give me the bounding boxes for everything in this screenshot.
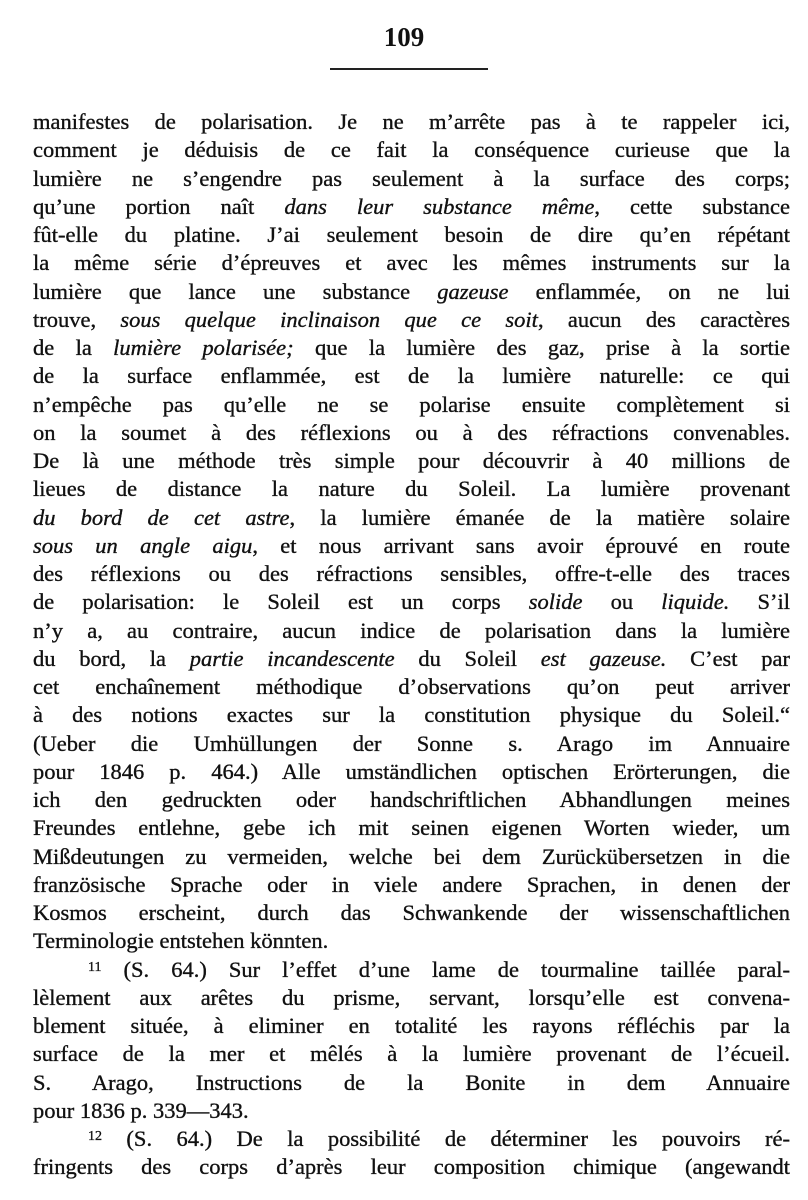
italic-text: solide — [528, 589, 583, 615]
text-segment: fût-elle du platine. J’ai seulement besoin de dire qu’en répétant — [33, 222, 790, 247]
text-line — [33, 758, 790, 786]
text-line — [33, 871, 790, 899]
italic-text: sous quelque inclinaison que ce soit — [120, 306, 538, 332]
text-line — [33, 475, 790, 503]
text-line — [33, 1069, 790, 1097]
text-line — [33, 956, 790, 984]
text-line — [33, 306, 790, 334]
text-segment: manifestes de polarisation. Je ne m’arrête pas à te rappeler ici, — [33, 109, 790, 134]
text-line — [33, 504, 790, 532]
text-line — [33, 362, 790, 390]
text-line — [33, 221, 790, 249]
text-segment: (S. 64.) De la possibilité de déterminer les pouvoirs ré- — [102, 1126, 790, 1151]
text-line — [33, 730, 790, 758]
text-segment: à des notions exactes sur la constitution physique du Soleil.“ — [33, 702, 790, 728]
text-segment: Kosmos erscheint, durch das Schwankende der wissenschaftlichen — [33, 900, 790, 925]
text-segment: blement située, à eliminer en totalité les rayons réfléchis par la — [33, 1013, 790, 1038]
text-line — [33, 843, 790, 871]
text-segment: trouve, — [33, 306, 121, 332]
text-segment: (Ueber die Umhüllungen der Sonne s. Arago im Annuaire — [33, 730, 790, 756]
text-line — [33, 391, 790, 419]
text-segment: enflammée, on ne lui — [508, 278, 790, 304]
text-segment: ich den gedruckten oder handschriftlichen Abhandlungen meines — [33, 787, 790, 812]
italic-text: lumière polarisée; — [113, 335, 294, 360]
text-segment: französische Sprache oder in viele andere Sprachen, in denen der — [33, 871, 790, 897]
text-line — [33, 588, 790, 616]
text-segment: S’il — [729, 589, 790, 615]
text-segment: on la soumet à des réflexions ou à des réfractions convenables. — [33, 419, 790, 445]
italic-text: du bord de cet astre — [33, 504, 290, 530]
text-segment: lumière que lance une substance — [33, 278, 438, 304]
text-line — [33, 984, 790, 1012]
text-line — [33, 617, 790, 645]
text-segment: du Soleil — [394, 645, 541, 671]
text-segment: , cette substance — [594, 193, 790, 219]
text-segment: de la — [33, 335, 114, 360]
text-line — [33, 701, 790, 729]
italic-text: gazeuse — [437, 278, 509, 304]
text-line — [33, 1097, 790, 1125]
text-segment: du bord, la — [33, 645, 190, 671]
text-segment: S. Arago, Instructions de la Bonite in dem Annuaire — [33, 1069, 790, 1095]
text-segment: lumière ne s’engendre pas seulement à la surface des corps; — [33, 165, 790, 191]
text-segment: ou — [582, 589, 662, 615]
text-line — [33, 532, 790, 560]
italic-text: partie incandescente — [189, 645, 395, 671]
text-segment: Mißdeutungen zu vermeiden, welche bei dem Zurückübersetzen in die — [33, 843, 790, 869]
text-segment: la même série d’épreuves et avec les mêmes instruments sur la — [33, 250, 790, 276]
italic-text: sous un angle aigu — [33, 532, 253, 558]
italic-text: liquide. — [661, 589, 730, 615]
text-line — [33, 136, 790, 164]
text-segment: surface de la mer et mêlés à la lumière provenant de l’écueil. — [33, 1041, 790, 1067]
text-segment: qu’une portion naît — [33, 193, 285, 219]
text-segment: pour 1836 p. 339—343. — [33, 1097, 249, 1123]
italic-text: est gazeuse. — [540, 645, 667, 671]
text-line — [33, 278, 790, 306]
text-segment: lieues de distance la nature du Soleil. La lumière provenant — [33, 476, 790, 502]
text-segment: , aucun des caractères — [537, 306, 790, 332]
page-number: 109 — [383, 22, 425, 52]
text-line — [33, 1125, 790, 1153]
header-rule — [330, 68, 488, 70]
text-line — [33, 1153, 790, 1181]
text-segment: fringents des corps d’après leur composition chimique (angewandt — [33, 1154, 790, 1180]
text-segment: Freundes entlehne, gebe ich mit seinen eigenen Worten wieder, um — [33, 815, 790, 841]
text-segment: C’est par — [666, 645, 790, 671]
text-segment: n’empêche pas qu’elle ne se polarise ensuite complètement si — [33, 391, 790, 417]
text-segment: n’y a, au contraire, aucun indice de polarisation dans la lumière — [33, 617, 790, 643]
text-line — [33, 560, 790, 588]
text-segment: , la lumière émanée de la matière solaire — [289, 504, 790, 530]
text-segment: pour 1846 p. 464.) Alle umständlichen optischen Erörterungen, die — [33, 758, 790, 784]
text-line — [33, 334, 790, 362]
text-line — [33, 814, 790, 842]
text-line — [33, 645, 790, 673]
text-line — [33, 1040, 790, 1068]
italic-text: dans leur substance même — [284, 193, 595, 219]
text-segment: des réflexions ou des réfractions sensibles, offre-t-elle des traces — [33, 561, 790, 586]
text-line — [33, 899, 790, 927]
body-text — [33, 108, 790, 1182]
text-segment: Terminologie entstehen könnten. — [33, 928, 329, 954]
text-segment: comment je déduisis de ce fait la conséquence curieuse que la — [33, 137, 790, 163]
text-line — [33, 165, 790, 193]
text-line — [33, 249, 790, 277]
text-segment: que la lumière des gaz, prise à la sortie — [293, 335, 790, 360]
text-line — [33, 419, 790, 447]
footnote-number: 12 — [88, 1129, 102, 1144]
text-line — [33, 447, 790, 475]
text-line — [33, 193, 790, 221]
text-segment: De là une méthode très simple pour découvrir à 40 millions de — [33, 448, 790, 473]
text-segment: cet enchaînement méthodique d’observations qu’on peut arriver — [33, 674, 790, 699]
text-line — [33, 1012, 790, 1040]
text-line — [33, 786, 790, 814]
text-line — [33, 673, 790, 701]
text-segment: (S. 64.) Sur l’effet d’une lame de tourmaline taillée paral- — [101, 956, 790, 982]
text-segment: de polarisation: le Soleil est un corps — [33, 589, 529, 615]
text-line — [33, 927, 790, 955]
footnote-number: 11 — [88, 959, 102, 975]
text-segment: de la surface enflammée, est de la lumière naturelle: ce qui — [33, 363, 790, 389]
text-segment: , et nous arrivant sans avoir éprouvé en route — [252, 532, 790, 558]
text-line — [33, 108, 790, 136]
text-segment: lèlement aux arêtes du prisme, servant, lorsqu’elle est convena- — [33, 984, 790, 1010]
